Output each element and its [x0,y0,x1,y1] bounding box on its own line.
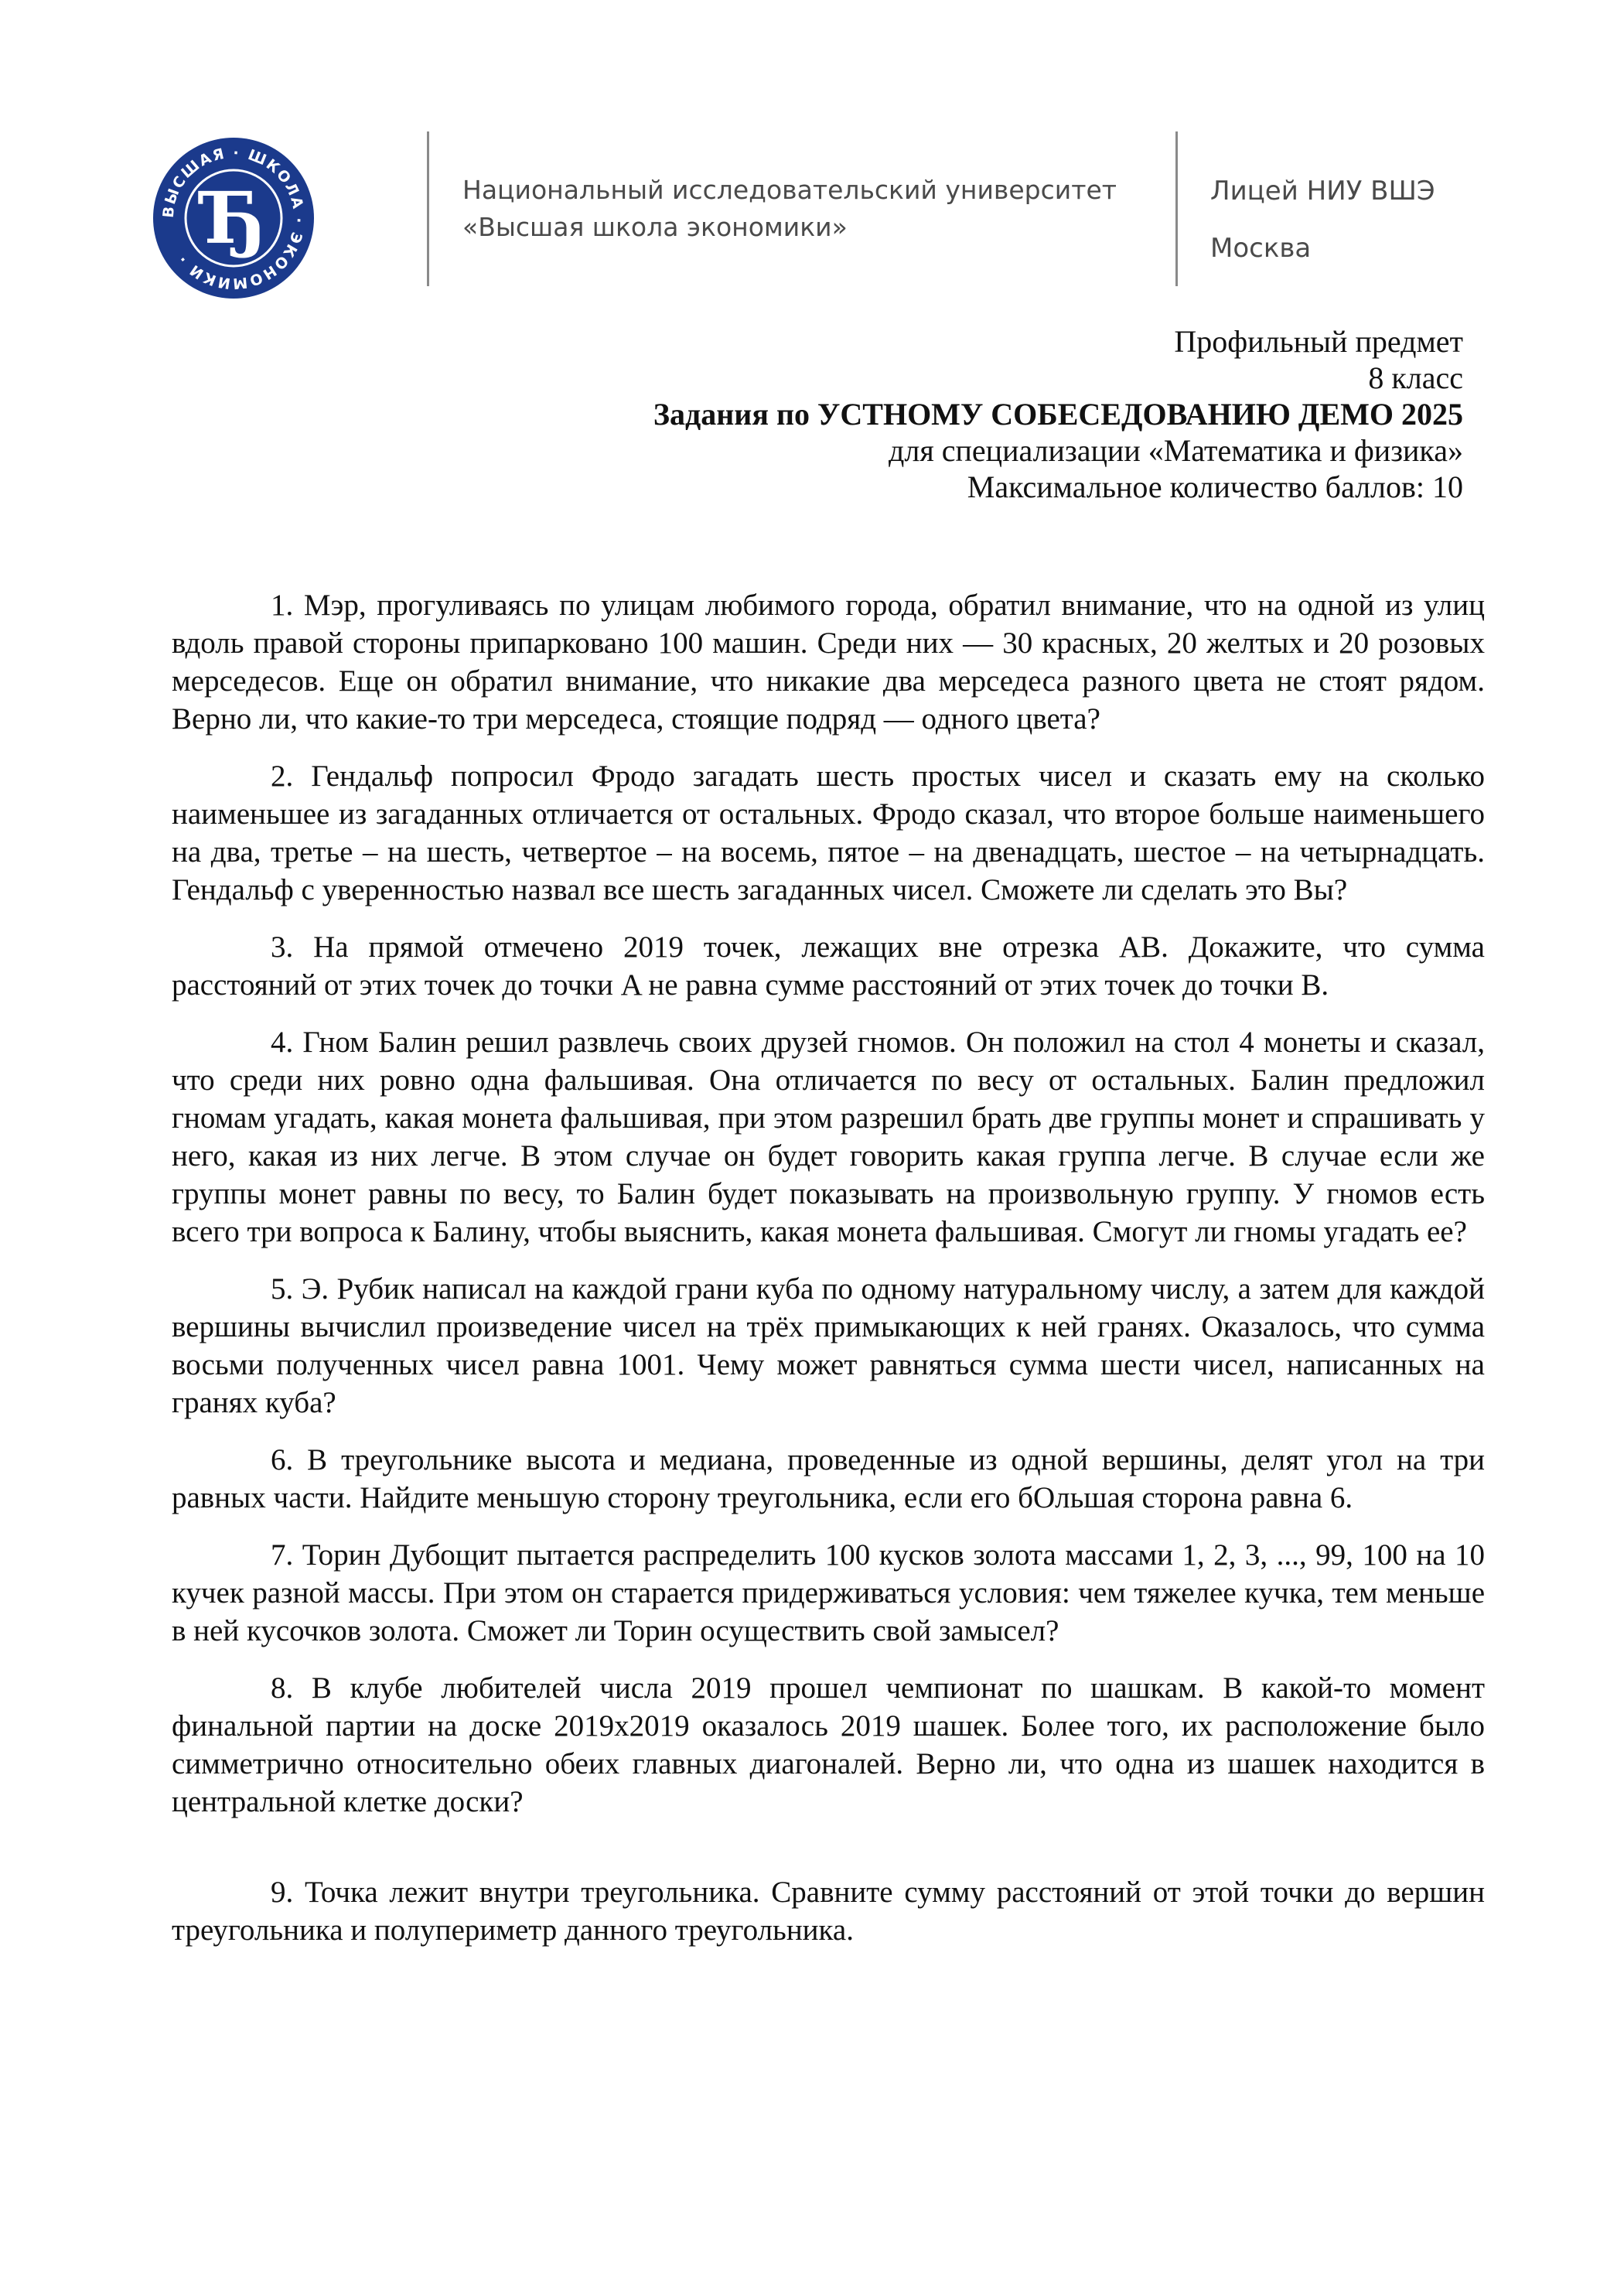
problem-item: 9. Точка лежит внутри треугольника. Сравните сумму расстояний от этой точки до вершин треугольника и полупериметр данного треугольника. [172,1876,1485,1947]
lyceum-block [1210,162,1435,277]
specialization-line: для специализации «Математика и физика» [889,433,1463,468]
problem-item: 7. Торин Дубощит пытается распределить 100 кусков золота массами 1, 2, 3, ..., 99, 100 на 10 кучек разной массы. При этом он старается придерживаться условия: чем тяжелее кучка, тем меньше в ней кусочков золота. Сможет ли Торин осуществить свой замысел? [172,1538,1485,1647]
university-name-line2: «Высшая школа экономики» [462,212,848,242]
university-name-line1: Национальный исследовательский университет [462,175,1117,205]
problem-item: 1. Мэр, прогуливаясь по улицам любимого города, обратил внимание, что на одной из улиц вдоль правой стороны припарковано 100 машин. Среди них — 30 красных, 20 желтых и 20 розовых мерседесов. Еще он обратил внимание, что никакие два мерседеса разного цвета не стоят рядом. Верно ли, что какие-то три мерседеса, стоящие подряд — одного цвета? [172,589,1485,736]
grade-line: 8 класс [1368,360,1463,395]
logo-ring-text: ВЫСШАЯ · ШКОЛА · ЭКОНОМИКИ · [159,144,308,292]
problem-item: 4. Гном Балин решил развлечь своих друзей гномов. Он положил на стол 4 монеты и сказал, что среди них ровно одна фальшивая. Она отличается по весу от остальных. Балин предложил гномам угадать, какая монета фальшивая, при этом разрешил брать две группы монет и спрашивать у него, какая из них легче. В этом случае он будет говорить какая группа легче. В случае если же группы монет равны по весу, то Балин будет показывать на произвольную группу. У гномов есть всего три вопроса к Балину, чтобы выяснить, какая монета фальшивая. Смогут ли гномы угадать ее? [172,1026,1485,1248]
problem-item: 2. Гендальф попросил Фродо загадать шесть простых чисел и сказать ему на сколько наименьшее из загаданных отличается от остальных. Фродо сказал, что второе больше наименьшего на два, третье – на шесть, четвертое – на восемь, пятое – на двенадцать, шестое – на четырнадцать. Гендальф с уверенностью назвал все шесть загаданных чисел. Сможете ли сделать это Вы? [172,760,1485,906]
problem-item: 8. В клубе любителей числа 2019 прошел чемпионат по шашкам. В какой-то момент финальной партии на доске 2019x2019 оказалось 2019 шашек. Более того, их расположение было симметрично относительно обеих главных диагоналей. Верно ли, что одна из шашек находится в центральной клетке доски? [172,1671,1485,1818]
university-name [462,172,1117,246]
document-title: Задания по УСТНОМУ СОБЕСЕДОВАНИЮ ДЕМО 2025 [653,397,1463,432]
title-block [303,323,1463,505]
subject-line: Профильный предмет [1174,324,1463,359]
problem-item: 3. На прямой отмечено 2019 точек, лежащих вне отрезка AB. Докажите, что сумма расстояний от этих точек до точки A не равна сумме расстояний от этих точек до точки B. [172,930,1485,1002]
lyceum-name: Лицей НИУ ВШЭ [1210,176,1435,207]
hse-logo-icon [152,136,316,300]
problem-item: 6. В треугольнике высота и медиана, проведенные из одной вершины, делят угол на три равных части. Найдите меньшую сторону треугольника, если его бОльшая сторона равна 6. [172,1443,1485,1514]
header-divider [427,131,429,286]
problem-list [172,586,1485,1949]
header-divider [1175,131,1178,286]
problem-item: 5. Э. Рубик написал на каждой грани куба по одному натуральному числу, а затем для каждой вершины вычислил произведение чисел на трёх примыкающих к ней гранях. Оказалось, что сумма восьми полученных чисел равна 1001. Чему может равняться сумма шести чисел, написанных на гранях куба? [172,1272,1485,1419]
city-name: Москва [1210,233,1312,264]
logo-emblem: Ђ [201,176,266,260]
max-score-line: Максимальное количество баллов: 10 [967,469,1463,504]
